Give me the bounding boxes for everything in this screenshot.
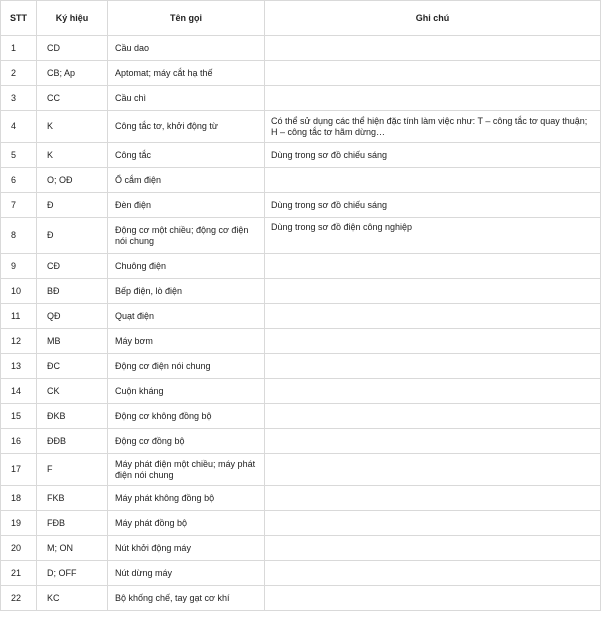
cell-ten-goi: Bộ khống chế, tay gạt cơ khí xyxy=(108,586,265,611)
cell-ghi-chu xyxy=(265,454,601,486)
cell-ky-hieu: ĐC xyxy=(37,354,108,379)
table-row xyxy=(1,586,601,611)
cell-stt: 11 xyxy=(1,304,37,329)
table-row xyxy=(1,536,601,561)
table-row xyxy=(1,86,601,111)
cell-ghi-chu xyxy=(265,354,601,379)
cell-ky-hieu: CĐ xyxy=(37,254,108,279)
cell-ghi-chu xyxy=(265,486,601,511)
cell-ten-goi: Cuộn kháng xyxy=(108,379,265,404)
table-row xyxy=(1,511,601,536)
table-row xyxy=(1,36,601,61)
table-row xyxy=(1,329,601,354)
cell-ghi-chu xyxy=(265,404,601,429)
header-stt: STT xyxy=(1,1,37,36)
cell-ten-goi: Đèn điện xyxy=(108,193,265,218)
cell-stt: 19 xyxy=(1,511,37,536)
cell-ten-goi: Nút dừng máy xyxy=(108,561,265,586)
cell-ky-hieu: O; OĐ xyxy=(37,168,108,193)
cell-stt: 18 xyxy=(1,486,37,511)
cell-ghi-chu xyxy=(265,586,601,611)
cell-ky-hieu: BĐ xyxy=(37,279,108,304)
cell-ky-hieu: CK xyxy=(37,379,108,404)
cell-ghi-chu: Dùng trong sơ đồ chiếu sáng xyxy=(265,143,601,168)
cell-stt: 21 xyxy=(1,561,37,586)
cell-ten-goi: Công tắc tơ, khởi động từ xyxy=(108,111,265,143)
cell-stt: 9 xyxy=(1,254,37,279)
cell-ghi-chu xyxy=(265,86,601,111)
cell-stt: 12 xyxy=(1,329,37,354)
cell-ghi-chu xyxy=(265,168,601,193)
table-row xyxy=(1,254,601,279)
cell-ky-hieu: CB; Ap xyxy=(37,61,108,86)
cell-ky-hieu: FĐB xyxy=(37,511,108,536)
cell-ky-hieu: M; ON xyxy=(37,536,108,561)
cell-stt: 8 xyxy=(1,218,37,254)
table-row xyxy=(1,218,601,254)
cell-ten-goi: Bếp điện, lò điện xyxy=(108,279,265,304)
cell-stt: 5 xyxy=(1,143,37,168)
cell-ky-hieu: ĐKB xyxy=(37,404,108,429)
cell-stt: 2 xyxy=(1,61,37,86)
cell-ky-hieu: QĐ xyxy=(37,304,108,329)
table-row xyxy=(1,304,601,329)
cell-ghi-chu: Có thể sử dụng các thể hiện đặc tính làm việc như: T – công tắc tơ quay thuận; H – công tắc tơ hãm dừng… xyxy=(265,111,601,143)
cell-ky-hieu: MB xyxy=(37,329,108,354)
cell-ten-goi: Máy bơm xyxy=(108,329,265,354)
cell-stt: 1 xyxy=(1,36,37,61)
cell-ky-hieu: Đ xyxy=(37,218,108,254)
table-row xyxy=(1,404,601,429)
cell-ky-hieu: Đ xyxy=(37,193,108,218)
cell-ky-hieu: K xyxy=(37,111,108,143)
table-row xyxy=(1,61,601,86)
cell-stt: 3 xyxy=(1,86,37,111)
table-row xyxy=(1,379,601,404)
cell-ky-hieu: D; OFF xyxy=(37,561,108,586)
cell-ten-goi: Chuông điện xyxy=(108,254,265,279)
cell-ghi-chu xyxy=(265,304,601,329)
table-row xyxy=(1,193,601,218)
header-ten-goi: Tên gọi xyxy=(108,1,265,36)
cell-ten-goi: Công tắc xyxy=(108,143,265,168)
cell-ten-goi: Nút khởi động máy xyxy=(108,536,265,561)
cell-ten-goi: Động cơ đồng bộ xyxy=(108,429,265,454)
cell-ghi-chu: Dùng trong sơ đồ điện công nghiệp xyxy=(265,218,601,254)
table-row xyxy=(1,168,601,193)
cell-stt: 10 xyxy=(1,279,37,304)
cell-ky-hieu: CD xyxy=(37,36,108,61)
table-row xyxy=(1,454,601,486)
header-ky-hieu: Ký hiệu xyxy=(37,1,108,36)
cell-stt: 13 xyxy=(1,354,37,379)
cell-stt: 20 xyxy=(1,536,37,561)
cell-ghi-chu xyxy=(265,379,601,404)
cell-stt: 7 xyxy=(1,193,37,218)
cell-stt: 16 xyxy=(1,429,37,454)
table-row xyxy=(1,429,601,454)
cell-ten-goi: Quạt điện xyxy=(108,304,265,329)
table-header-row xyxy=(1,1,601,36)
cell-ghi-chu xyxy=(265,561,601,586)
cell-ky-hieu: ĐĐB xyxy=(37,429,108,454)
table-row xyxy=(1,111,601,143)
cell-stt: 15 xyxy=(1,404,37,429)
cell-ghi-chu xyxy=(265,511,601,536)
cell-ghi-chu xyxy=(265,254,601,279)
cell-ten-goi: Ổ cắm điện xyxy=(108,168,265,193)
table-body xyxy=(1,36,601,611)
cell-ghi-chu: Dùng trong sơ đồ chiếu sáng xyxy=(265,193,601,218)
cell-ten-goi: Động cơ không đồng bộ xyxy=(108,404,265,429)
table-row xyxy=(1,486,601,511)
table-row xyxy=(1,354,601,379)
table-row xyxy=(1,143,601,168)
cell-ten-goi: Máy phát không đồng bộ xyxy=(108,486,265,511)
cell-stt: 22 xyxy=(1,586,37,611)
cell-ghi-chu xyxy=(265,36,601,61)
cell-ky-hieu: FKB xyxy=(37,486,108,511)
header-ghi-chu: Ghi chú xyxy=(265,1,601,36)
cell-stt: 6 xyxy=(1,168,37,193)
cell-ten-goi: Cầu chì xyxy=(108,86,265,111)
cell-ghi-chu xyxy=(265,429,601,454)
cell-stt: 14 xyxy=(1,379,37,404)
table-row xyxy=(1,279,601,304)
cell-ten-goi: Máy phát đồng bộ xyxy=(108,511,265,536)
cell-ghi-chu xyxy=(265,536,601,561)
cell-stt: 4 xyxy=(1,111,37,143)
cell-ten-goi: Động cơ điện nói chung xyxy=(108,354,265,379)
cell-ghi-chu xyxy=(265,61,601,86)
cell-stt: 17 xyxy=(1,454,37,486)
cell-ten-goi: Aptomat; máy cắt hạ thế xyxy=(108,61,265,86)
cell-ghi-chu xyxy=(265,279,601,304)
cell-ghi-chu xyxy=(265,329,601,354)
cell-ten-goi: Động cơ một chiều; động cơ điện nói chung xyxy=(108,218,265,254)
cell-ten-goi: Cầu dao xyxy=(108,36,265,61)
cell-ky-hieu: KC xyxy=(37,586,108,611)
table-row xyxy=(1,561,601,586)
cell-ky-hieu: CC xyxy=(37,86,108,111)
cell-ten-goi: Máy phát điện một chiều; máy phát điện nói chung xyxy=(108,454,265,486)
cell-ky-hieu: K xyxy=(37,143,108,168)
cell-ky-hieu: F xyxy=(37,454,108,486)
